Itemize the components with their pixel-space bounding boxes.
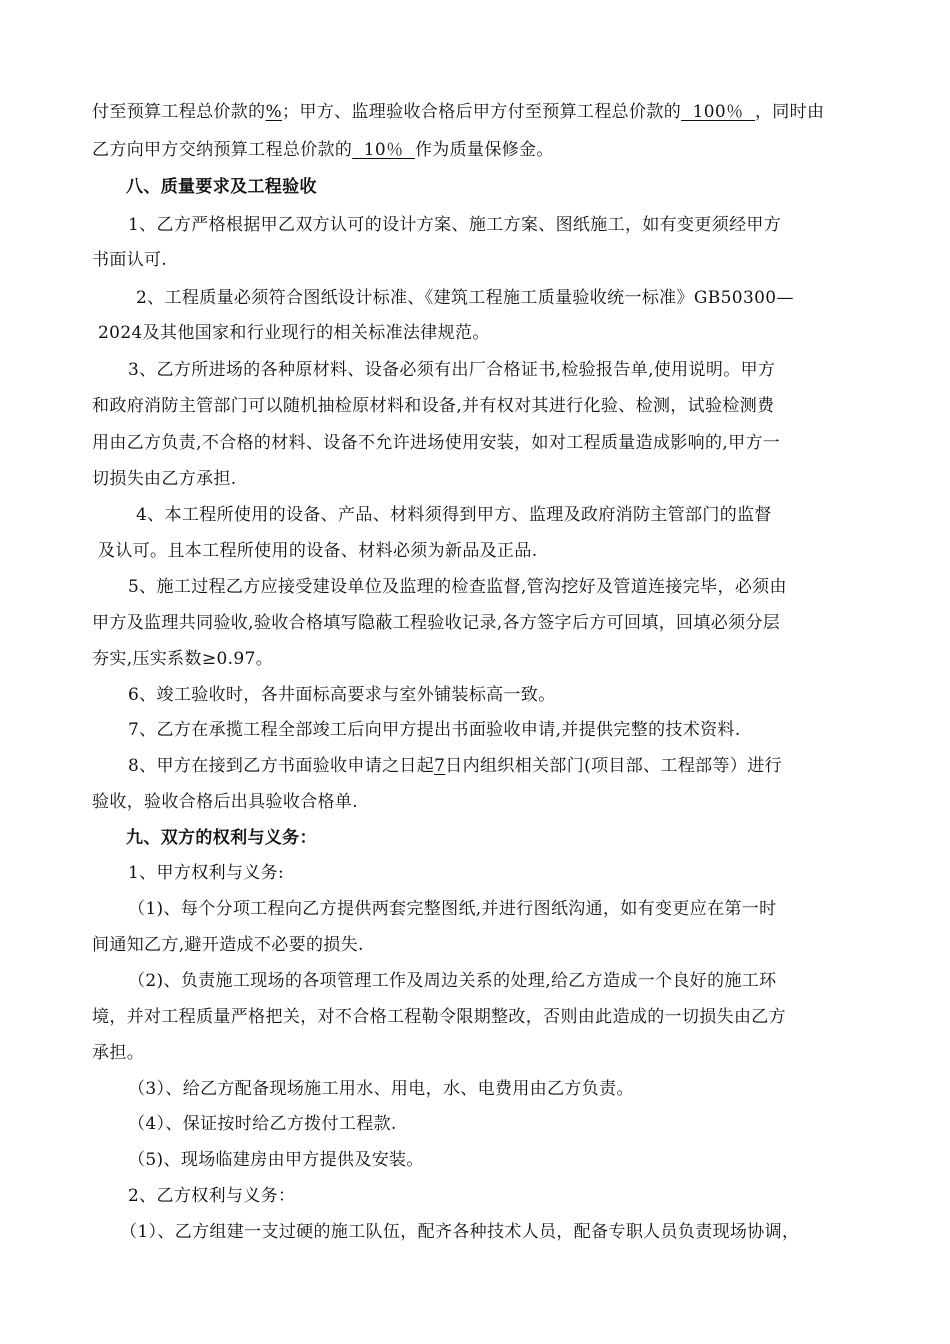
clause-4-line-2: 及认可。且本工程所使用的设备、材料必须为新品及正品. [98, 541, 538, 561]
clause-8-line-1 [128, 754, 782, 778]
underlined-value: 100％ [681, 102, 755, 122]
clause-5-line-2: 甲方及监理共同验收,验收合格填写隐蔽工程验收记录,各方签字后方可回填，回填必须分层 [92, 613, 781, 633]
text: 付至预算工程总价款的 [92, 102, 266, 122]
clause-4-line-1: 4、本工程所使用的设备、产品、材料须得到甲方、监理及政府消防主管部门的监督 [136, 505, 772, 525]
underlined-value: % [265, 102, 283, 122]
clause-3-line-3: 用由乙方负责,不合格的材料、设备不允许进场使用安装，如对工程质量造成影响的,甲方一 [92, 433, 781, 453]
clause-2-line-2: 2024及其他国家和行业现行的相关标准法律规范。 [98, 323, 490, 343]
party-a-item-2-line-3: 承担。 [92, 1043, 145, 1063]
clause-1-line-2: 书面认可. [92, 250, 168, 270]
payment-terms-line-2 [92, 138, 554, 162]
clause-6: 6、竣工验收时，各井面标高要求与室外铺装标高一致。 [128, 685, 556, 705]
clause-7: 7、乙方在承揽工程全部竣工后向甲方提出书面验收申请,并提供完整的技术资料. [128, 720, 741, 740]
party-b-item-1-line-1: （1）、乙方组建一支过硬的施工队伍，配齐各种技术人员，配备专职人员负责现场协调， [120, 1222, 800, 1242]
underlined-value: 10％ [352, 140, 415, 160]
text: 作为质量保修金。 [414, 140, 554, 160]
party-a-item-5: （5)、现场临建房由甲方提供及安装。 [128, 1150, 424, 1170]
party-a-item-1-line-2: 间通知乙方,避开造成不必要的损失. [92, 935, 364, 955]
clause-8-line-2: 验收，验收合格后出具验收合格单. [92, 792, 359, 812]
party-a-item-1-line-1: （1)、每个分项工程向乙方提供两套完整图纸,并进行图纸沟通，如有变更应在第一时 [128, 899, 777, 919]
section-heading-8: 八、质量要求及工程验收 [126, 177, 317, 197]
text: ，同时由 [754, 102, 825, 122]
clause-3-line-2: 和政府消防主管部门可以随机抽检原材料和设备,并有权对其进行化验、检测，试验检测费 [92, 396, 775, 416]
party-a-item-2-line-2: 境，并对工程质量严格把关，对不合格工程勒令限期整改，否则由此造成的一切损失由乙方 [92, 1007, 786, 1027]
party-a-item-4: （4）、保证按时给乙方拨付工程款. [128, 1114, 397, 1134]
subsection-party-b: 2、乙方权利与义务： [128, 1186, 296, 1206]
clause-3-line-4: 切损失由乙方承担. [92, 469, 237, 489]
underlined-value: 7 [434, 756, 446, 776]
party-a-item-2-line-1: （2)、负责施工现场的各项管理工作及周边关系的处理,给乙方造成一个良好的施工环 [128, 971, 777, 991]
clause-3-line-1: 3、乙方所进场的各种原材料、设备必须有出厂合格证书,检验报告单,使用说明。甲方 [128, 360, 776, 380]
clause-5-line-1: 5、施工过程乙方应接受建设单位及监理的检查监督,管沟挖好及管道连接完毕，必须由 [128, 577, 787, 597]
subsection-party-a: 1、甲方权利与义务: [128, 863, 285, 883]
text: 日内组织相关部门(项目部、工程部等）进行 [445, 756, 782, 776]
text: ；甲方、监理验收合格后甲方付至预算工程总价款的 [282, 102, 682, 122]
text: 乙方向甲方交纳预算工程总价款的 [92, 140, 353, 160]
text: 8、甲方在接到乙方书面验收申请之日起 [128, 756, 435, 776]
section-heading-9: 九、双方的权利与义务： [126, 828, 317, 848]
clause-2-line-1: 2、工程质量必须符合图纸设计标准、《建筑工程施工质量验收统一标准》GB50300— [136, 288, 794, 308]
party-a-item-3: （3）、给乙方配备现场施工用水、用电，水、电费用由乙方负责。 [128, 1079, 634, 1099]
payment-terms-line-1 [92, 100, 824, 124]
clause-1-line-1: 1、乙方严格根据甲乙双方认可的设计方案、施工方案、图纸施工，如有变更须经甲方 [128, 215, 782, 235]
clause-5-line-3: 夯实,压实系数≥0.97。 [92, 649, 274, 669]
